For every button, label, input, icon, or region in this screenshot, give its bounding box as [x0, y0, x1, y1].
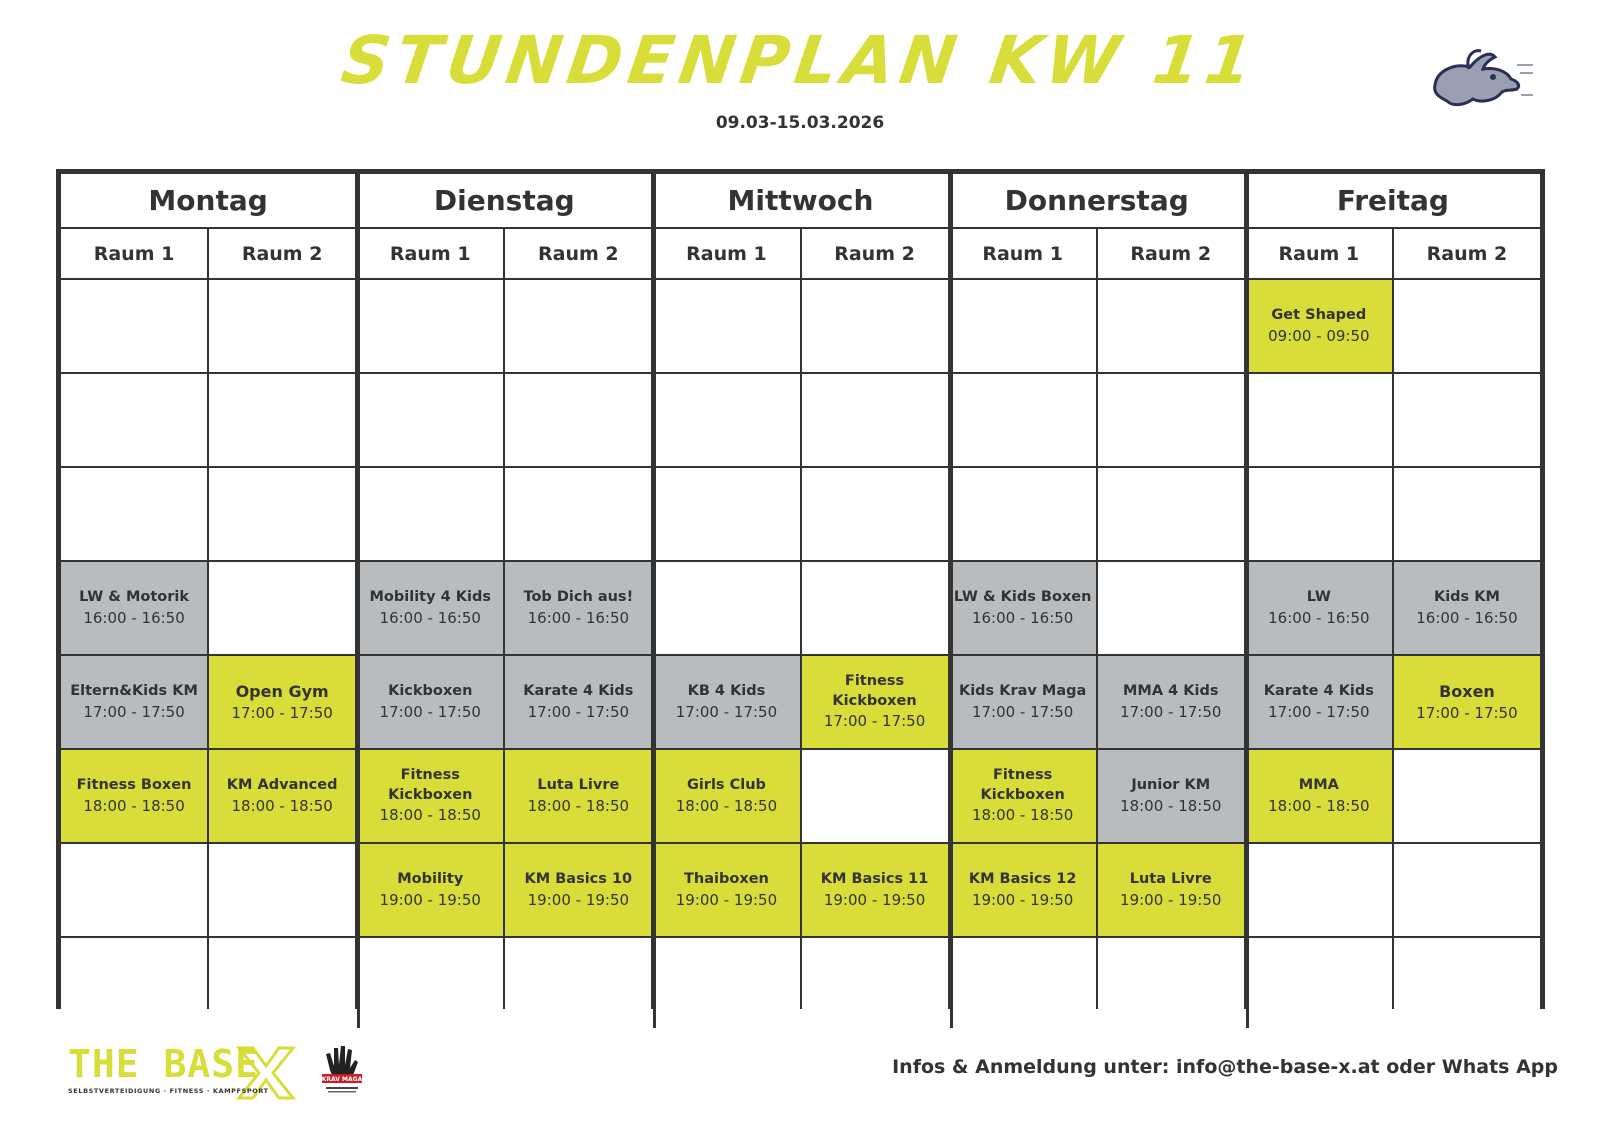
class-name: MMA 4 Kids [1123, 683, 1219, 700]
class-cell [950, 656, 1096, 748]
empty-cell [209, 374, 355, 466]
empty-cell [802, 280, 948, 372]
class-cell [950, 844, 1096, 936]
empty-cell [1394, 374, 1540, 466]
class-name: Fitness Kickboxen [980, 767, 1065, 803]
class-cell [209, 750, 355, 842]
empty-cell [357, 374, 503, 466]
class-time: 19:00 - 19:50 [971, 890, 1074, 909]
class-time: 18:00 - 18:50 [527, 796, 630, 815]
class-name: Luta Livre [537, 777, 620, 794]
class-name: Mobility [397, 871, 464, 888]
empty-cell [209, 280, 355, 372]
empty-cell [209, 562, 355, 654]
empty-cell [950, 938, 1096, 1028]
class-name: KM Advanced [226, 777, 338, 794]
logo-subtitle: SELBSTVERTEIDIGUNG · FITNESS · KAMPFSPORT [68, 1087, 269, 1095]
class-time: 17:00 - 17:50 [675, 702, 778, 721]
class-time: 18:00 - 18:50 [971, 806, 1074, 825]
class-cell [802, 844, 948, 936]
class-cell [61, 562, 207, 654]
class-name: KM Basics 11 [820, 871, 929, 888]
class-name: LW & Motorik [79, 589, 189, 606]
day-header: Donnerstag [950, 174, 1244, 227]
class-time: 19:00 - 19:50 [823, 890, 926, 909]
class-time: 17:00 - 17:50 [823, 712, 926, 731]
class-cell [1098, 750, 1244, 842]
class-cell [1394, 562, 1540, 654]
class-name: Open Gym [235, 682, 329, 702]
class-name: KB 4 Kids [687, 683, 766, 700]
class-cell [505, 844, 651, 936]
class-time: 16:00 - 16:50 [379, 608, 481, 627]
empty-cell [61, 468, 207, 560]
class-time: 17:00 - 17:50 [83, 702, 185, 721]
room-header: Raum 2 [209, 229, 355, 278]
class-name: Get Shaped [1271, 307, 1367, 324]
class-name: Tob Dich aus! [523, 589, 634, 606]
class-name: Eltern&Kids KM [70, 683, 198, 700]
empty-cell [209, 938, 355, 1028]
class-name: Junior KM [1131, 777, 1211, 794]
empty-cell [802, 750, 948, 842]
class-cell [1246, 562, 1392, 654]
class-cell [357, 750, 503, 842]
room-header: Raum 2 [1098, 229, 1244, 278]
class-time: 18:00 - 18:50 [83, 796, 185, 815]
empty-cell [1098, 468, 1244, 560]
empty-cell [1394, 750, 1540, 842]
class-cell [357, 844, 503, 936]
class-time: 16:00 - 16:50 [971, 608, 1074, 627]
class-cell [1246, 280, 1392, 372]
class-name: Mobility 4 Kids [369, 589, 491, 606]
class-cell [653, 844, 799, 936]
empty-cell [1246, 844, 1392, 936]
class-time: 17:00 - 17:50 [971, 702, 1074, 721]
class-cell [61, 750, 207, 842]
empty-cell [1246, 468, 1392, 560]
class-name: Kids Krav Maga [958, 683, 1087, 700]
empty-cell [653, 938, 799, 1028]
class-time: 16:00 - 16:50 [1268, 608, 1370, 627]
empty-cell [505, 374, 651, 466]
class-cell [505, 562, 651, 654]
class-time: 19:00 - 19:50 [675, 890, 778, 909]
room-header: Raum 2 [505, 229, 651, 278]
empty-cell [950, 468, 1096, 560]
empty-cell [802, 938, 948, 1028]
empty-cell [357, 938, 503, 1028]
class-name: LW & Kids Boxen [953, 589, 1092, 606]
empty-cell [653, 374, 799, 466]
class-cell [653, 750, 799, 842]
class-name: Fitness Boxen [76, 777, 192, 794]
empty-cell [61, 374, 207, 466]
class-name: Kickboxen [388, 683, 473, 700]
footer-info: Infos & Anmeldung unter: info@the-base-x.at oder Whats App [892, 1056, 1558, 1078]
empty-cell [802, 562, 948, 654]
class-time: 18:00 - 18:50 [379, 806, 481, 825]
empty-cell [61, 280, 207, 372]
empty-cell [357, 468, 503, 560]
empty-cell [505, 938, 651, 1028]
room-header: Raum 2 [802, 229, 948, 278]
empty-cell [1394, 280, 1540, 372]
empty-cell [1394, 844, 1540, 936]
empty-cell [653, 562, 799, 654]
class-cell [1098, 844, 1244, 936]
room-header: Raum 1 [61, 229, 207, 278]
class-cell [61, 656, 207, 748]
class-name: KM Basics 10 [524, 871, 633, 888]
class-name: KM Basics 12 [968, 871, 1077, 888]
empty-cell [505, 280, 651, 372]
class-cell [1246, 750, 1392, 842]
day-header: Dienstag [357, 174, 651, 227]
the-base-logo [68, 1042, 298, 1105]
krav-logo-text: KRAV MAGA [321, 1076, 363, 1083]
class-name: MMA [1298, 777, 1339, 794]
logo-text: THE BASE [68, 1042, 260, 1086]
empty-cell [1246, 374, 1392, 466]
empty-cell [802, 374, 948, 466]
class-time: 19:00 - 19:50 [1120, 890, 1222, 909]
empty-cell [653, 280, 799, 372]
class-name: Kids KM [1433, 589, 1500, 606]
class-time: 17:00 - 17:50 [231, 703, 333, 722]
room-header: Raum 1 [357, 229, 503, 278]
empty-cell [950, 280, 1096, 372]
empty-cell [357, 280, 503, 372]
class-time: 18:00 - 18:50 [231, 796, 333, 815]
class-time: 18:00 - 18:50 [1268, 796, 1370, 815]
class-time: 17:00 - 17:50 [379, 702, 481, 721]
empty-cell [1394, 468, 1540, 560]
krav-maga-hand-logo [318, 1040, 366, 1096]
empty-cell [1098, 280, 1244, 372]
class-time: 16:00 - 16:50 [1416, 608, 1518, 627]
class-time: 16:00 - 16:50 [83, 608, 185, 627]
empty-cell [1098, 938, 1244, 1028]
class-time: 16:00 - 16:50 [527, 608, 630, 627]
empty-cell [950, 374, 1096, 466]
class-cell [505, 750, 651, 842]
class-cell [1246, 656, 1392, 748]
class-name: Karate 4 Kids [523, 683, 634, 700]
class-time: 19:00 - 19:50 [527, 890, 630, 909]
class-name: Luta Livre [1129, 871, 1212, 888]
empty-cell [1246, 938, 1392, 1028]
empty-cell [1098, 374, 1244, 466]
empty-cell [61, 938, 207, 1028]
class-name: Fitness Kickboxen [388, 767, 473, 803]
day-header: Freitag [1246, 174, 1540, 227]
day-header: Montag [61, 174, 355, 227]
class-time: 18:00 - 18:50 [1120, 796, 1222, 815]
day-header: Mittwoch [653, 174, 947, 227]
class-cell [1098, 656, 1244, 748]
class-cell [209, 656, 355, 748]
class-time: 19:00 - 19:50 [379, 890, 481, 909]
class-cell [653, 656, 799, 748]
schedule-table [56, 169, 1545, 1009]
class-name: LW [1306, 589, 1331, 606]
class-cell [357, 562, 503, 654]
empty-cell [802, 468, 948, 560]
class-cell [950, 562, 1096, 654]
class-time: 17:00 - 17:50 [1416, 703, 1518, 722]
class-time: 17:00 - 17:50 [1268, 702, 1370, 721]
class-time: 17:00 - 17:50 [1120, 702, 1222, 721]
class-cell [505, 656, 651, 748]
room-header: Raum 2 [1394, 229, 1540, 278]
class-name: Thaiboxen [684, 871, 769, 888]
empty-cell [61, 844, 207, 936]
empty-cell [505, 468, 651, 560]
class-name: Fitness Kickboxen [832, 673, 917, 709]
class-cell [802, 656, 948, 748]
class-name: Girls Club [686, 777, 766, 794]
room-header: Raum 1 [950, 229, 1096, 278]
room-header: Raum 1 [653, 229, 799, 278]
class-cell [950, 750, 1096, 842]
empty-cell [209, 844, 355, 936]
empty-cell [653, 468, 799, 560]
class-time: 18:00 - 18:50 [675, 796, 778, 815]
rabbit-icon [1425, 45, 1535, 115]
class-cell [357, 656, 503, 748]
class-name: Boxen [1439, 682, 1495, 702]
room-header: Raum 1 [1246, 229, 1392, 278]
empty-cell [209, 468, 355, 560]
page-title: STUNDENPLAN KW 11 [337, 22, 1264, 99]
class-time: 09:00 - 09:50 [1268, 326, 1370, 345]
class-name: Karate 4 Kids [1263, 683, 1374, 700]
class-time: 17:00 - 17:50 [527, 702, 630, 721]
class-cell [1394, 656, 1540, 748]
date-range: 09.03-15.03.2026 [715, 113, 885, 133]
empty-cell [1394, 938, 1540, 1028]
empty-cell [1098, 562, 1244, 654]
